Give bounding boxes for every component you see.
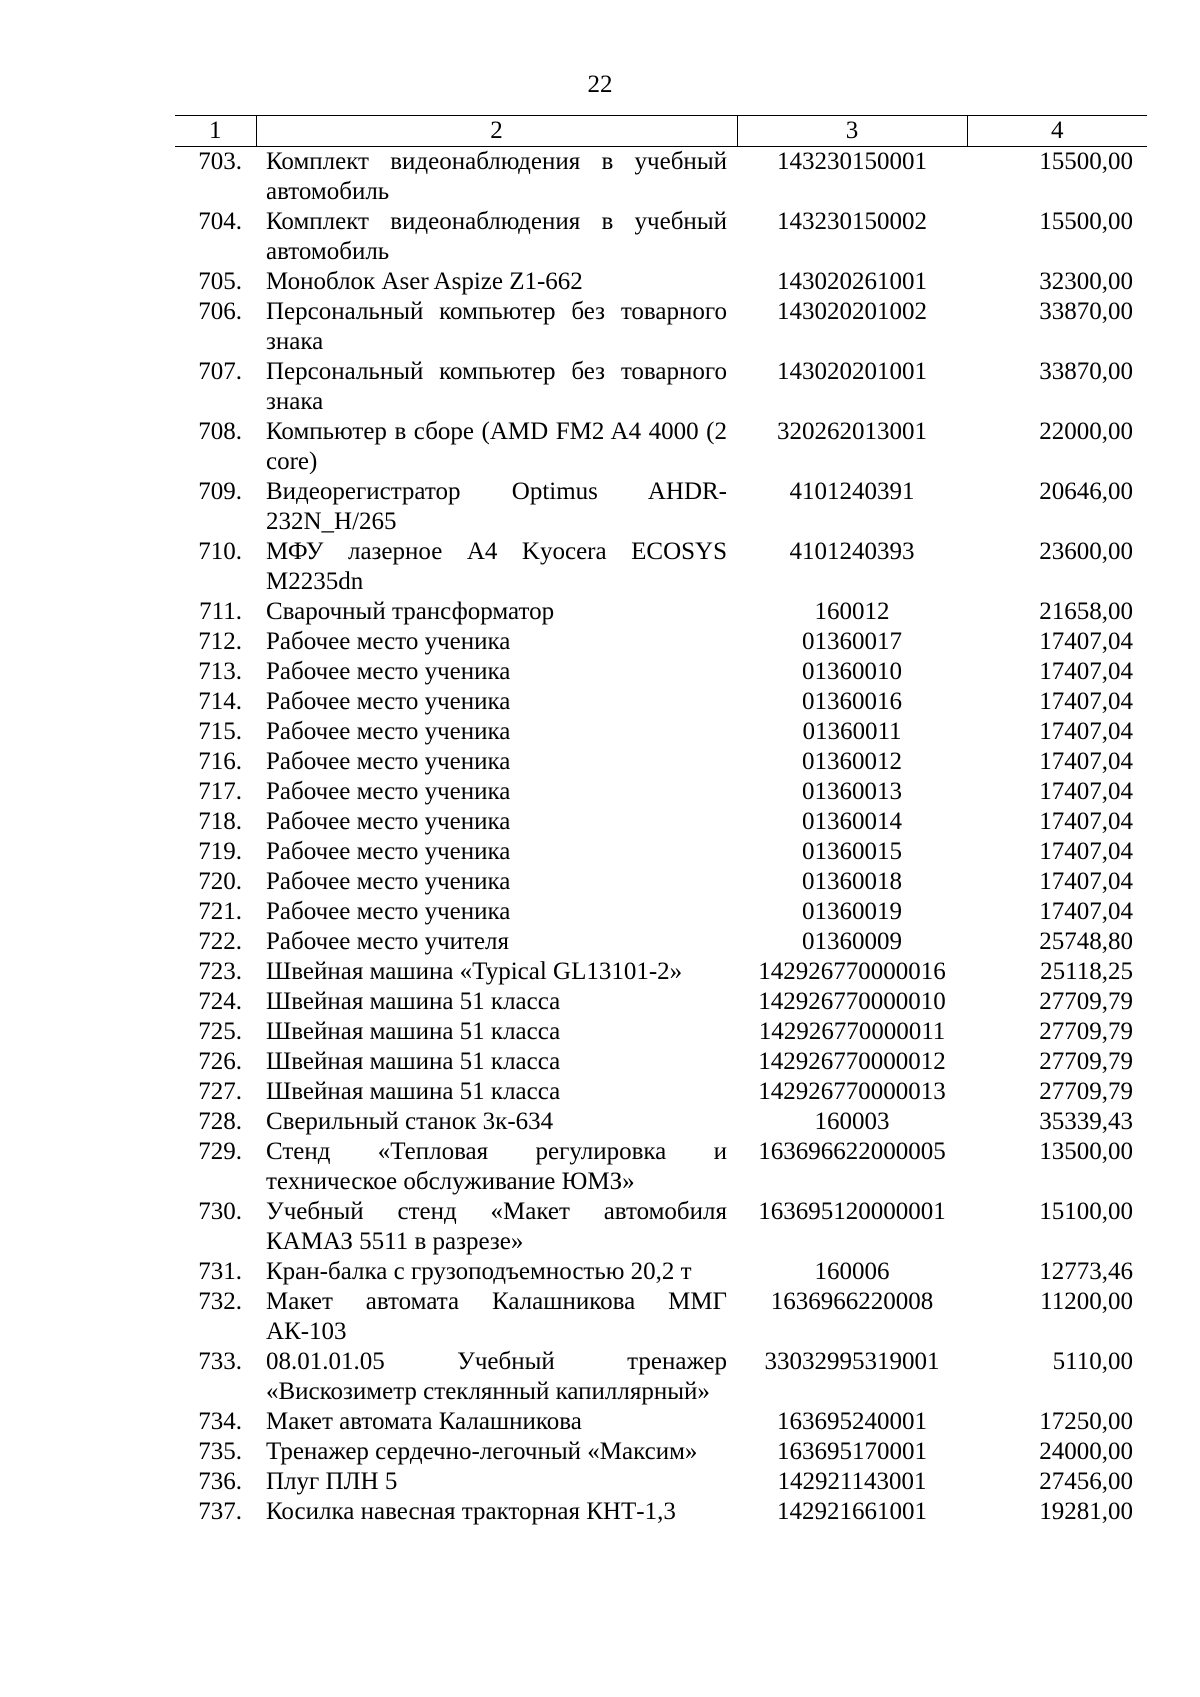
item-name: Макет автомата Калашникова ММГ АК-103 — [266, 1288, 727, 1345]
item-name: Моноблок Aser Aspize Z1-662 — [266, 268, 583, 295]
item-price: 17407,04 — [1039, 778, 1133, 805]
item-name: Видеорегистратор Optimus AHDR-232N_H/265 — [266, 478, 727, 535]
table-row — [175, 1047, 1147, 1077]
table-row — [175, 1107, 1147, 1137]
row-number: 709. — [198, 478, 242, 505]
item-name: Рабочее место ученика — [266, 688, 511, 715]
item-name: Швейная машина 51 класса — [266, 1078, 561, 1105]
item-name: Рабочее место ученика — [266, 628, 511, 655]
row-number: 719. — [198, 838, 242, 865]
item-name: Персональный компьютер без товарного знака — [266, 358, 727, 415]
item-price: 25748,80 — [1039, 928, 1133, 955]
item-price: 27709,79 — [1039, 1018, 1133, 1045]
header-cell-2: 2 — [256, 116, 737, 147]
inventory-code: 01360015 — [802, 838, 902, 865]
row-number: 721. — [198, 898, 242, 925]
row-number: 706. — [198, 298, 242, 325]
item-name: Кран-балка с грузоподъемностью 20,2 т — [266, 1258, 692, 1285]
row-number: 718. — [198, 808, 242, 835]
row-number: 735. — [198, 1438, 242, 1465]
inventory-code: 163695170001 — [777, 1438, 927, 1465]
item-name: Рабочее место ученика — [266, 718, 511, 745]
row-number: 727. — [198, 1078, 242, 1105]
table-row — [175, 297, 1147, 357]
inventory-code: 160003 — [814, 1108, 890, 1135]
inventory-code: 142926770000010 — [758, 988, 946, 1015]
item-name: 08.01.01.05 Учебный тренажер «Вискозиметр стеклянный капиллярный» — [266, 1348, 727, 1405]
item-price: 17407,04 — [1039, 868, 1133, 895]
item-price: 17250,00 — [1039, 1408, 1133, 1435]
table-row — [175, 807, 1147, 837]
item-price: 17407,04 — [1039, 838, 1133, 865]
item-price: 33870,00 — [1039, 358, 1133, 385]
item-name: Рабочее место ученика — [266, 898, 511, 925]
row-number: 717. — [198, 778, 242, 805]
inventory-code: 1636966220008 — [770, 1288, 934, 1315]
inventory-code: 01360009 — [802, 928, 902, 955]
inventory-code: 143020201001 — [777, 358, 927, 385]
row-number: 715. — [198, 718, 242, 745]
item-price: 17407,04 — [1039, 808, 1133, 835]
row-number: 711. — [199, 598, 242, 625]
row-number: 703. — [198, 148, 242, 175]
inventory-code: 142926770000013 — [758, 1078, 946, 1105]
table-row — [175, 1467, 1147, 1497]
item-name: Сверильный станок 3к-634 — [266, 1108, 554, 1135]
row-number: 736. — [198, 1468, 242, 1495]
item-price: 17407,04 — [1039, 718, 1133, 745]
row-number: 725. — [198, 1018, 242, 1045]
inventory-code: 01360013 — [802, 778, 902, 805]
row-number: 734. — [198, 1408, 242, 1435]
table-row — [175, 597, 1147, 627]
item-price: 20646,00 — [1039, 478, 1133, 505]
table-row — [175, 267, 1147, 297]
table-body — [175, 147, 1147, 1528]
inventory-code: 01360014 — [802, 808, 902, 835]
item-price: 12773,46 — [1039, 1258, 1133, 1285]
table-row — [175, 207, 1147, 267]
table-row — [175, 717, 1147, 747]
table-row — [175, 1347, 1147, 1407]
item-price: 15500,00 — [1039, 208, 1133, 235]
item-price: 19281,00 — [1039, 1498, 1133, 1525]
inventory-code: 01360010 — [802, 658, 902, 685]
item-price: 13500,00 — [1039, 1138, 1133, 1165]
inventory-code: 142926770000011 — [758, 1018, 946, 1045]
item-price: 25118,25 — [1040, 958, 1133, 985]
table-row — [175, 987, 1147, 1017]
inventory-code: 142926770000012 — [758, 1048, 946, 1075]
item-price: 27456,00 — [1039, 1468, 1133, 1495]
inventory-code: 163696622000005 — [758, 1138, 946, 1165]
table-row — [175, 957, 1147, 987]
table-row — [175, 837, 1147, 867]
inventory-code: 01360016 — [802, 688, 902, 715]
item-price: 15500,00 — [1039, 148, 1133, 175]
table-row — [175, 927, 1147, 957]
table-row — [175, 147, 1147, 208]
item-price: 22000,00 — [1039, 418, 1133, 445]
row-number: 731. — [198, 1258, 242, 1285]
row-number: 723. — [198, 958, 242, 985]
table-row — [175, 477, 1147, 537]
item-name: Косилка навесная тракторная КНТ-1,3 — [266, 1498, 676, 1525]
header-cell-4: 4 — [967, 116, 1147, 147]
item-name: Рабочее место ученика — [266, 658, 511, 685]
table-row — [175, 1407, 1147, 1437]
item-price: 21658,00 — [1039, 598, 1133, 625]
table-row — [175, 777, 1147, 807]
item-name: Швейная машина 51 класса — [266, 1018, 561, 1045]
inventory-code: 01360011 — [802, 718, 902, 745]
item-price: 27709,79 — [1039, 988, 1133, 1015]
inventory-code: 143230150002 — [777, 208, 927, 235]
item-name: Рабочее место ученика — [266, 748, 511, 775]
item-name: Тренажер сердечно-легочный «Максим» — [266, 1438, 698, 1465]
row-number: 730. — [198, 1198, 242, 1225]
row-number: 708. — [198, 418, 242, 445]
row-number: 728. — [198, 1108, 242, 1135]
inventory-code: 142921661001 — [777, 1498, 927, 1525]
item-name: Рабочее место ученика — [266, 868, 511, 895]
header-cell-3: 3 — [737, 116, 967, 147]
row-number: 726. — [198, 1048, 242, 1075]
item-price: 17407,04 — [1039, 658, 1133, 685]
table-row — [175, 1287, 1147, 1347]
item-name: Швейная машина «Typical GL13101-2» — [266, 958, 683, 985]
table-row — [175, 537, 1147, 597]
inventory-code: 143230150001 — [777, 148, 927, 175]
item-name: Макет автомата Калашникова — [266, 1408, 582, 1435]
table-row — [175, 897, 1147, 927]
row-number: 737. — [198, 1498, 242, 1525]
inventory-code: 320262013001 — [777, 418, 927, 445]
item-name: Плуг ПЛН 5 — [266, 1468, 398, 1495]
table-row — [175, 627, 1147, 657]
table-row — [175, 1197, 1147, 1257]
inventory-code: 143020201002 — [777, 298, 927, 325]
table-row — [175, 867, 1147, 897]
item-price: 11200,00 — [1040, 1288, 1133, 1315]
inventory-code: 142921143001 — [777, 1468, 927, 1495]
table-row — [175, 1497, 1147, 1527]
item-name: Сварочный трансформатор — [266, 598, 555, 625]
item-price: 17407,04 — [1039, 628, 1133, 655]
item-name: Рабочее место ученика — [266, 838, 511, 865]
row-number: 707. — [198, 358, 242, 385]
item-name: Компьютер в сборе (AMD FM2 A4 4000 (2 core) — [266, 418, 727, 475]
inventory-code: 163695120000001 — [758, 1198, 946, 1225]
item-name: Швейная машина 51 класса — [266, 1048, 561, 1075]
item-price: 5110,00 — [1052, 1348, 1133, 1375]
item-price: 33870,00 — [1039, 298, 1133, 325]
table-row — [175, 747, 1147, 777]
row-number: 705. — [198, 268, 242, 295]
inventory-code: 163695240001 — [777, 1408, 927, 1435]
row-number: 724. — [198, 988, 242, 1015]
item-name: Стенд «Тепловая регулировка и техническое обслуживание ЮМЗ» — [266, 1138, 727, 1195]
inventory-code: 01360019 — [802, 898, 902, 925]
table-row — [175, 1437, 1147, 1467]
item-name: Рабочее место ученика — [266, 778, 511, 805]
inventory-code: 4101240393 — [789, 538, 915, 565]
inventory-code: 01360017 — [802, 628, 902, 655]
table-header — [175, 116, 1147, 147]
row-number: 713. — [198, 658, 242, 685]
table-row — [175, 357, 1147, 417]
inventory-code: 142926770000016 — [758, 958, 946, 985]
item-price: 24000,00 — [1039, 1438, 1133, 1465]
inventory-code: 33032995319001 — [764, 1348, 940, 1375]
header-cell-1: 1 — [175, 116, 256, 147]
item-price: 15100,00 — [1039, 1198, 1133, 1225]
inventory-code: 160012 — [814, 598, 890, 625]
item-price: 27709,79 — [1039, 1048, 1133, 1075]
item-name: МФУ лазерное А4 Kyocera ECOSYS M2235dn — [266, 538, 727, 595]
table-row — [175, 657, 1147, 687]
page-number: 22 — [587, 71, 613, 98]
inventory-code: 01360012 — [802, 748, 902, 775]
row-number: 732. — [198, 1288, 242, 1315]
table-row — [175, 1137, 1147, 1197]
header-row — [175, 116, 1147, 147]
item-name: Комплект видеонаблюдения в учебный автомобиль — [266, 148, 727, 205]
inventory-table — [175, 115, 1147, 1527]
item-name: Рабочее место ученика — [266, 808, 511, 835]
row-number: 710. — [198, 538, 242, 565]
table-row — [175, 1017, 1147, 1047]
item-name: Швейная машина 51 класса — [266, 988, 561, 1015]
item-name: Персональный компьютер без товарного знака — [266, 298, 727, 355]
inventory-code: 143020261001 — [777, 268, 927, 295]
row-number: 720. — [198, 868, 242, 895]
item-price: 32300,00 — [1039, 268, 1133, 295]
row-number: 733. — [198, 1348, 242, 1375]
item-price: 35339,43 — [1039, 1108, 1133, 1135]
table-row — [175, 687, 1147, 717]
item-price: 27709,79 — [1039, 1078, 1133, 1105]
table-row — [175, 1257, 1147, 1287]
row-number: 704. — [198, 208, 242, 235]
table-row — [175, 1077, 1147, 1107]
row-number: 716. — [198, 748, 242, 775]
row-number: 729. — [198, 1138, 242, 1165]
item-price: 17407,04 — [1039, 748, 1133, 775]
inventory-code: 160006 — [814, 1258, 890, 1285]
item-price: 17407,04 — [1039, 898, 1133, 925]
row-number: 712. — [198, 628, 242, 655]
item-name: Учебный стенд «Макет автомобиля КАМАЗ 5511 в разрезе» — [266, 1198, 727, 1255]
item-name: Рабочее место учителя — [266, 928, 510, 955]
item-name: Комплект видеонаблюдения в учебный автомобиль — [266, 208, 727, 265]
item-price: 17407,04 — [1039, 688, 1133, 715]
row-number: 714. — [198, 688, 242, 715]
inventory-code: 01360018 — [802, 868, 902, 895]
inventory-code: 4101240391 — [789, 478, 915, 505]
item-price: 23600,00 — [1039, 538, 1133, 565]
row-number: 722. — [198, 928, 242, 955]
table-row — [175, 417, 1147, 477]
